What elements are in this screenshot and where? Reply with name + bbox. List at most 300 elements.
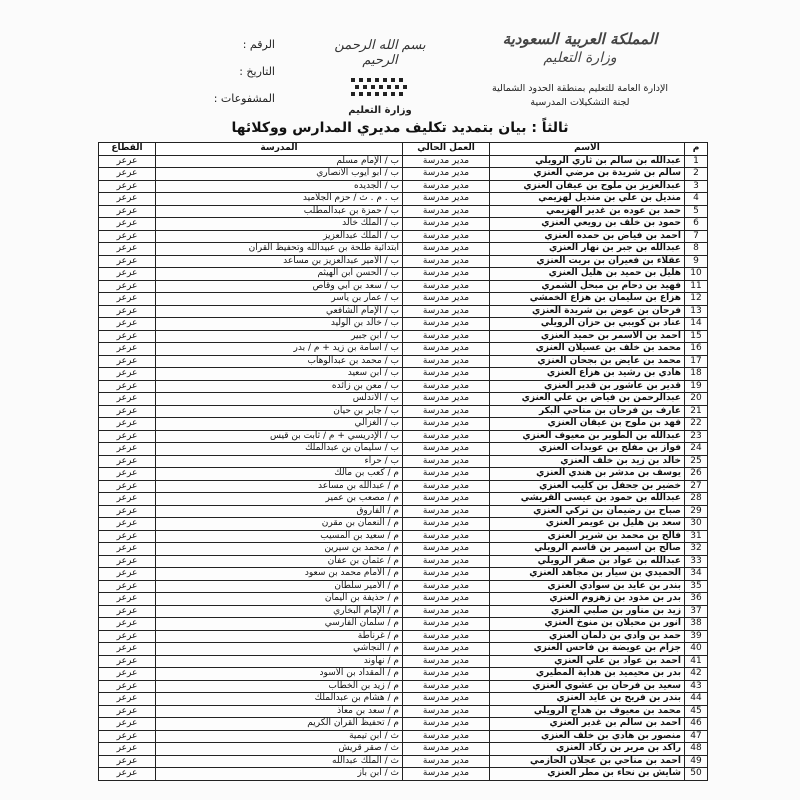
cell-sector: عرعر <box>99 555 156 568</box>
cell-school: م / سعد بن معاذ <box>156 705 403 718</box>
table-row <box>99 543 708 556</box>
table-row <box>99 605 708 618</box>
table-row <box>99 568 708 581</box>
cell-job: مدير مدرسة <box>403 405 490 418</box>
cell-school: ب / أبو أيوب الأنصاري <box>156 168 403 181</box>
cell-sector: عرعر <box>99 293 156 306</box>
cell-job: مدير مدرسة <box>403 768 490 781</box>
cell-name: راكد بن مرير بن ركاد العنزي <box>490 743 685 756</box>
cell-name: قدير بن عاشور بن قدير العنزي <box>490 380 685 393</box>
document-title: ثالثاً : بيان بتمديد تكليف مديري المدارس ووكلائها <box>231 120 569 136</box>
cell-sector: عرعر <box>99 280 156 293</box>
table-row <box>99 655 708 668</box>
department-line-2: لجنة التشكيلات المدرسية <box>530 97 630 108</box>
table-row <box>99 255 708 268</box>
cell-num: 34 <box>685 568 708 581</box>
cell-num: 7 <box>685 230 708 243</box>
cell-job: مدير مدرسة <box>403 380 490 393</box>
table-row <box>99 668 708 681</box>
cell-school: ب / سعد بن أبي وقاص <box>156 280 403 293</box>
cell-num: 29 <box>685 505 708 518</box>
cell-job: مدير مدرسة <box>403 218 490 231</box>
table-row <box>99 630 708 643</box>
cell-job: مدير مدرسة <box>403 680 490 693</box>
cell-job: مدير مدرسة <box>403 655 490 668</box>
basmala-calligraphy: بسم الله الرحمن الرحيم <box>334 38 426 68</box>
cell-sector: عرعر <box>99 418 156 431</box>
cell-school: ب / معن بن زائده <box>156 380 403 393</box>
col-header-job: العمل الحالي <box>403 143 490 156</box>
cell-name: هليل بن حميد بن هليل العنزي <box>490 268 685 281</box>
table-row <box>99 643 708 656</box>
cell-name: فواز بن مفلح بن عويدات العنزي <box>490 443 685 456</box>
cell-name: منديل بن علي بن منديل لهزيمي <box>490 193 685 206</box>
cell-school: م / كعب بن مالك <box>156 468 403 481</box>
table-row <box>99 505 708 518</box>
table-row <box>99 430 708 443</box>
cell-name: صباح بن رضيمان بن تركي العنزي <box>490 505 685 518</box>
cell-name: عبدالله بن حمود بن عيسى القريشي <box>490 493 685 506</box>
cell-name: صالح بن أسيمر بن قاسم الرويلي <box>490 543 685 556</box>
cell-job: مدير مدرسة <box>403 630 490 643</box>
table-row <box>99 368 708 381</box>
cell-sector: عرعر <box>99 668 156 681</box>
cell-sector: عرعر <box>99 405 156 418</box>
cell-num: 27 <box>685 480 708 493</box>
reference-fields <box>195 38 275 119</box>
cell-school: ب / جابر بن حيان <box>156 405 403 418</box>
cell-num: 17 <box>685 355 708 368</box>
cell-num: 3 <box>685 180 708 193</box>
cell-name: هزاع بن سليمان بن هزاع الخمشي <box>490 293 685 306</box>
cell-sector: عرعر <box>99 505 156 518</box>
cell-sector: عرعر <box>99 268 156 281</box>
table-row <box>99 755 708 768</box>
cell-name: عبدالله بن سالم بن ثاري الرويلي <box>490 155 685 168</box>
cell-school: ابتدائية طلحة بن عبيدالله وتحفيظ القرآن <box>156 243 403 256</box>
table-row <box>99 580 708 593</box>
cell-job: مدير مدرسة <box>403 355 490 368</box>
cell-num: 18 <box>685 368 708 381</box>
cell-school: ب / محمد بن عبدالوهاب <box>156 355 403 368</box>
cell-sector: عرعر <box>99 743 156 756</box>
cell-sector: عرعر <box>99 430 156 443</box>
cell-name: أحمد بن سالم بن غدير العنزي <box>490 718 685 731</box>
cell-sector: عرعر <box>99 718 156 731</box>
table-header-row <box>99 143 708 156</box>
cell-num: 26 <box>685 468 708 481</box>
letterhead <box>0 0 800 116</box>
cell-name: شايش بن نحاء بن مطر العنزي <box>490 768 685 781</box>
cell-job: مدير مدرسة <box>403 330 490 343</box>
cell-sector: عرعر <box>99 655 156 668</box>
cell-job: مدير مدرسة <box>403 155 490 168</box>
cell-name: حمود بن خلف بن رويعي العنزي <box>490 218 685 231</box>
cell-name: فهد بن ملوح بن عيفان العنزي <box>490 418 685 431</box>
cell-job: مدير مدرسة <box>403 518 490 531</box>
cell-school: م / محمد بن سيرين <box>156 543 403 556</box>
cell-job: مدير مدرسة <box>403 568 490 581</box>
kingdom-name: المملكة العربية السعودية <box>502 30 658 48</box>
cell-num: 14 <box>685 318 708 331</box>
table-row <box>99 593 708 606</box>
cell-job: مدير مدرسة <box>403 318 490 331</box>
cell-num: 22 <box>685 418 708 431</box>
cell-sector: عرعر <box>99 768 156 781</box>
cell-sector: عرعر <box>99 343 156 356</box>
cell-name: جزام بن عويضة بن فاحس العنزي <box>490 643 685 656</box>
cell-name: عارف بن فرحان بن مناحي البكر <box>490 405 685 418</box>
col-header-num: م <box>685 143 708 156</box>
cell-job: مدير مدرسة <box>403 293 490 306</box>
cell-job: مدير مدرسة <box>403 530 490 543</box>
cell-sector: عرعر <box>99 330 156 343</box>
cell-num: 48 <box>685 743 708 756</box>
cell-name: بدر بن محيميد بن هداية المطيري <box>490 668 685 681</box>
cell-school: م / سلمان الفارسي <box>156 618 403 631</box>
cell-school: ب / الأمير عبدالعزيز بن مساعد <box>156 255 403 268</box>
cell-sector: عرعر <box>99 468 156 481</box>
table-row <box>99 418 708 431</box>
cell-job: مدير مدرسة <box>403 430 490 443</box>
cell-job: مدير مدرسة <box>403 580 490 593</box>
cell-school: م / المقداد بن الأسود <box>156 668 403 681</box>
cell-sector: عرعر <box>99 355 156 368</box>
cell-num: 38 <box>685 618 708 631</box>
cell-num: 8 <box>685 243 708 256</box>
cell-school: م / غرناطة <box>156 630 403 643</box>
cell-num: 5 <box>685 205 708 218</box>
table-row <box>99 305 708 318</box>
cell-job: مدير مدرسة <box>403 180 490 193</box>
cell-job: مدير مدرسة <box>403 480 490 493</box>
cell-name: عقلاء بن فعيران بن بريت العنزي <box>490 255 685 268</box>
table-row <box>99 355 708 368</box>
cell-num: 32 <box>685 543 708 556</box>
cell-sector: عرعر <box>99 455 156 468</box>
cell-num: 19 <box>685 380 708 393</box>
cell-job: مدير مدرسة <box>403 268 490 281</box>
cell-school: ب / الملك عبدالعزيز <box>156 230 403 243</box>
cell-num: 13 <box>685 305 708 318</box>
cell-sector: عرعر <box>99 205 156 218</box>
cell-job: مدير مدرسة <box>403 468 490 481</box>
table-row <box>99 468 708 481</box>
table-row <box>99 705 708 718</box>
cell-school: ب / ابن جبير <box>156 330 403 343</box>
table-row <box>99 443 708 456</box>
table-row <box>99 268 708 281</box>
cell-school: ث / صقر قريش <box>156 743 403 756</box>
cell-sector: عرعر <box>99 318 156 331</box>
cell-school: م / النجاشي <box>156 643 403 656</box>
cell-num: 44 <box>685 693 708 706</box>
cell-school: م / عبدالله بن مساعد <box>156 480 403 493</box>
cell-job: مدير مدرسة <box>403 505 490 518</box>
cell-sector: عرعر <box>99 255 156 268</box>
cell-name: حمد بن عوده بن غدير الهزيمي <box>490 205 685 218</box>
cell-sector: عرعر <box>99 755 156 768</box>
cell-sector: عرعر <box>99 518 156 531</box>
cell-job: مدير مدرسة <box>403 193 490 206</box>
cell-name: يوسف بن مدشر بن هندي العنزي <box>490 468 685 481</box>
table-row <box>99 155 708 168</box>
cell-name: فرحان بن عوض بن شريدة العنزي <box>490 305 685 318</box>
cell-job: مدير مدرسة <box>403 393 490 406</box>
cell-num: 30 <box>685 518 708 531</box>
cell-name: زيد بن مناور بن صلبي العنزي <box>490 605 685 618</box>
table-row <box>99 480 708 493</box>
cell-school: ب / الجديده <box>156 180 403 193</box>
cell-job: مدير مدرسة <box>403 280 490 293</box>
cell-sector: عرعر <box>99 643 156 656</box>
cell-name: محمد بن خلف بن عسيلان العنزي <box>490 343 685 356</box>
cell-sector: عرعر <box>99 193 156 206</box>
col-header-name: الاسم <box>490 143 685 156</box>
cell-num: 6 <box>685 218 708 231</box>
cell-name: انور بن محيلان بن منوخ العنزي <box>490 618 685 631</box>
cell-job: مدير مدرسة <box>403 243 490 256</box>
cell-num: 42 <box>685 668 708 681</box>
cell-sector: عرعر <box>99 155 156 168</box>
cell-num: 10 <box>685 268 708 281</box>
cell-sector: عرعر <box>99 680 156 693</box>
cell-job: مدير مدرسة <box>403 643 490 656</box>
cell-name: خضير بن جحفل بن كليب العنزي <box>490 480 685 493</box>
table-row <box>99 343 708 356</box>
cell-job: مدير مدرسة <box>403 455 490 468</box>
col-header-school: المدرسة <box>156 143 403 156</box>
cell-num: 16 <box>685 343 708 356</box>
table-row <box>99 768 708 781</box>
cell-name: سعد بن هليل بن عويمر العنزي <box>490 518 685 531</box>
table-row <box>99 730 708 743</box>
cell-num: 39 <box>685 630 708 643</box>
cell-job: مدير مدرسة <box>403 743 490 756</box>
cell-school: م / مصعب بن عمير <box>156 493 403 506</box>
table-row <box>99 180 708 193</box>
cell-num: 21 <box>685 405 708 418</box>
cell-num: 40 <box>685 643 708 656</box>
table-row <box>99 218 708 231</box>
cell-num: 37 <box>685 605 708 618</box>
cell-school: ب / عمار بن ياسر <box>156 293 403 306</box>
table-row <box>99 718 708 731</box>
cell-num: 31 <box>685 530 708 543</box>
principals-table <box>98 142 708 781</box>
cell-sector: عرعر <box>99 480 156 493</box>
cell-school: م / حذيفة بن اليمان <box>156 593 403 606</box>
cell-sector: عرعر <box>99 543 156 556</box>
cell-sector: عرعر <box>99 693 156 706</box>
cell-sector: عرعر <box>99 243 156 256</box>
cell-job: مدير مدرسة <box>403 255 490 268</box>
table-row <box>99 555 708 568</box>
table-row <box>99 193 708 206</box>
cell-school: ث / ابن تيمية <box>156 730 403 743</box>
table-row <box>99 693 708 706</box>
cell-sector: عرعر <box>99 380 156 393</box>
cell-job: مدير مدرسة <box>403 305 490 318</box>
cell-name: فالح بن محمد بن شرير العنزي <box>490 530 685 543</box>
cell-sector: عرعر <box>99 580 156 593</box>
cell-name: بندر بن فريح بن عايد العنزي <box>490 693 685 706</box>
cell-name: أحمد بن عواد بن علي العنزي <box>490 655 685 668</box>
cell-name: عبدالرحمن بن فياض بن علي العنزي <box>490 393 685 406</box>
table-row <box>99 318 708 331</box>
table-row <box>99 168 708 181</box>
cell-sector: عرعر <box>99 593 156 606</box>
cell-name: سالم بن شريدة بن مرضي العنزي <box>490 168 685 181</box>
cell-job: مدير مدرسة <box>403 555 490 568</box>
cell-name: أحمد بن فياض بن حمده العنزي <box>490 230 685 243</box>
cell-sector: عرعر <box>99 168 156 181</box>
cell-num: 35 <box>685 580 708 593</box>
table-row <box>99 530 708 543</box>
table-row <box>99 455 708 468</box>
cell-sector: عرعر <box>99 230 156 243</box>
cell-num: 49 <box>685 755 708 768</box>
col-header-sector: القطاع <box>99 143 156 156</box>
table-row <box>99 230 708 243</box>
cell-num: 2 <box>685 168 708 181</box>
cell-name: حمد بن وادي بن دلمان العنزي <box>490 630 685 643</box>
cell-name: محمد بن معيوف بن هداج الرويلي <box>490 705 685 718</box>
cell-name: سعيد بن فرحان بن عشوي العنزي <box>490 680 685 693</box>
cell-sector: عرعر <box>99 605 156 618</box>
cell-job: مدير مدرسة <box>403 168 490 181</box>
cell-num: 20 <box>685 393 708 406</box>
ministry-logo-icon <box>345 74 415 100</box>
cell-num: 1 <box>685 155 708 168</box>
cell-sector: عرعر <box>99 180 156 193</box>
cell-sector: عرعر <box>99 493 156 506</box>
cell-name: عبدالله بن الطوير بن معيوف العنزي <box>490 430 685 443</box>
cell-school: م / عثمان بن عفان <box>156 555 403 568</box>
cell-sector: عرعر <box>99 530 156 543</box>
reference-number-label: الرقم : <box>242 38 275 51</box>
letterhead-right-block <box>455 30 705 110</box>
cell-sector: عرعر <box>99 368 156 381</box>
cell-school: ب / الإدريسي + م / ثابت بن قيس <box>156 430 403 443</box>
cell-school: ث / ابن باز <box>156 768 403 781</box>
cell-job: مدير مدرسة <box>403 755 490 768</box>
cell-job: مدير مدرسة <box>403 368 490 381</box>
cell-school: ب / الأندلس <box>156 393 403 406</box>
cell-num: 24 <box>685 443 708 456</box>
cell-name: فهيد بن دحام بن مبحل الشمري <box>490 280 685 293</box>
cell-job: مدير مدرسة <box>403 693 490 706</box>
department-name <box>455 82 705 110</box>
attachments-label: المشفوعات : <box>213 92 275 105</box>
cell-num: 9 <box>685 255 708 268</box>
cell-name: محمد بن عايض بن بجحان العنزي <box>490 355 685 368</box>
letterhead-center-block <box>320 38 440 116</box>
cell-school: ب / حمزة بن عبدالمطلب <box>156 205 403 218</box>
table-row <box>99 618 708 631</box>
cell-job: مدير مدرسة <box>403 705 490 718</box>
cell-job: مدير مدرسة <box>403 718 490 731</box>
cell-school: ب / سليمان بن عبدالملك <box>156 443 403 456</box>
cell-name: أحمد بن الأسمر بن حميد العنزي <box>490 330 685 343</box>
cell-num: 47 <box>685 730 708 743</box>
cell-job: مدير مدرسة <box>403 543 490 556</box>
cell-num: 43 <box>685 680 708 693</box>
cell-name: عناد بن كويبي بن حزان الرويلي <box>490 318 685 331</box>
cell-num: 25 <box>685 455 708 468</box>
cell-job: مدير مدرسة <box>403 343 490 356</box>
cell-num: 28 <box>685 493 708 506</box>
cell-num: 23 <box>685 430 708 443</box>
department-line-1: الإدارة العامة للتعليم بمنطقة الحدود الشمالية <box>491 83 669 94</box>
cell-job: مدير مدرسة <box>403 418 490 431</box>
cell-name: بدر بن مذود بن زهزوم العنزي <box>490 593 685 606</box>
logo-text: وزارة التعليم <box>348 105 412 116</box>
cell-school: م / النعمان بن مقرن <box>156 518 403 531</box>
table-row <box>99 493 708 506</box>
cell-num: 45 <box>685 705 708 718</box>
cell-num: 50 <box>685 768 708 781</box>
cell-job: مدير مدرسة <box>403 668 490 681</box>
cell-school: ب / الملك خالد <box>156 218 403 231</box>
table-row <box>99 205 708 218</box>
table-row <box>99 330 708 343</box>
cell-school: ب / حراء <box>156 455 403 468</box>
cell-school: ب / خالد بن الوليد <box>156 318 403 331</box>
cell-num: 12 <box>685 293 708 306</box>
cell-job: مدير مدرسة <box>403 605 490 618</box>
cell-job: مدير مدرسة <box>403 205 490 218</box>
cell-sector: عرعر <box>99 618 156 631</box>
date-label: التاريخ : <box>239 65 275 78</box>
ministry-name: وزارة التعليم <box>543 50 617 66</box>
cell-num: 4 <box>685 193 708 206</box>
cell-job: مدير مدرسة <box>403 493 490 506</box>
table-row <box>99 405 708 418</box>
cell-school: ب . م . ث / حزم الجلاميد <box>156 193 403 206</box>
cell-name: عبدالعزيز بن ملوح بن عيفان العنزي <box>490 180 685 193</box>
cell-school: م / نهاوند <box>156 655 403 668</box>
cell-num: 36 <box>685 593 708 606</box>
table-row <box>99 393 708 406</box>
cell-job: مدير مدرسة <box>403 618 490 631</box>
table-row <box>99 280 708 293</box>
cell-school: ب / الغزالي <box>156 418 403 431</box>
cell-school: ث / الملك عبدالله <box>156 755 403 768</box>
cell-sector: عرعر <box>99 218 156 231</box>
cell-school: م / الأمير سلطان <box>156 580 403 593</box>
cell-school: م / زيد بن الخطاب <box>156 680 403 693</box>
table-row <box>99 293 708 306</box>
cell-school: م / سعيد بن المسيب <box>156 530 403 543</box>
cell-name: عبدالله بن جبر بن نهار العنزي <box>490 243 685 256</box>
cell-school: م / تحفيظ القران الكريم <box>156 718 403 731</box>
cell-sector: عرعر <box>99 305 156 318</box>
cell-school: ب / الإمام مسلم <box>156 155 403 168</box>
cell-school: م / الأمام محمد بن سعود <box>156 568 403 581</box>
table-body <box>99 155 708 780</box>
cell-name: هادي بن رشيد بن هزاع العنزي <box>490 368 685 381</box>
cell-sector: عرعر <box>99 730 156 743</box>
cell-num: 46 <box>685 718 708 731</box>
cell-sector: عرعر <box>99 443 156 456</box>
cell-name: الحميدي بن سيار بن مجاهد العنزي <box>490 568 685 581</box>
cell-school: ب / ابن سعيد <box>156 368 403 381</box>
cell-name: بندر بن عايد بن سوادي العنزي <box>490 580 685 593</box>
cell-job: مدير مدرسة <box>403 593 490 606</box>
cell-name: منصور بن هادي بن خلف العنزي <box>490 730 685 743</box>
cell-name: خالد بن زيد بن خلف العنزي <box>490 455 685 468</box>
